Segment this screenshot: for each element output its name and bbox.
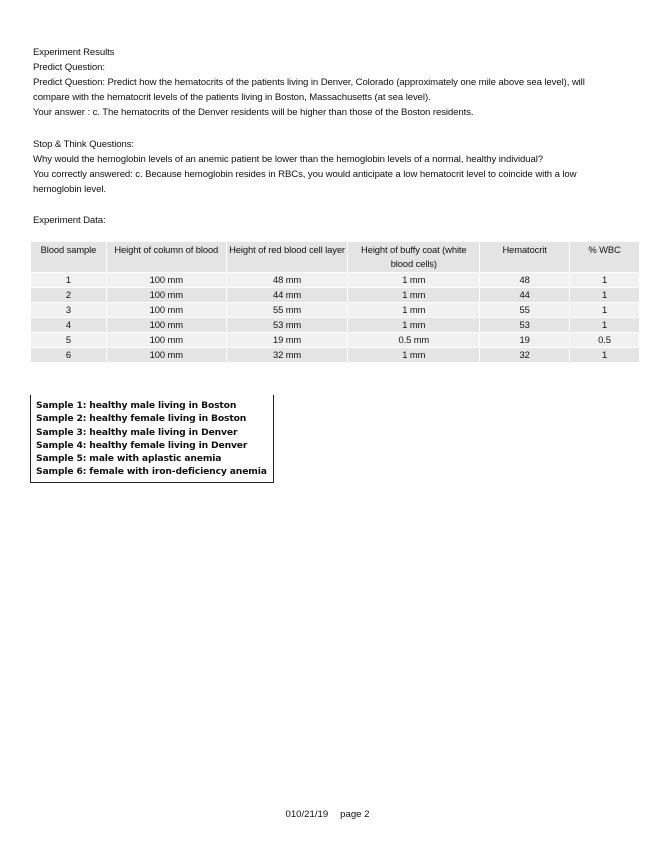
stop-think-heading: Stop & Think Questions:	[33, 139, 134, 150]
table-row	[31, 288, 640, 303]
table-header-cell: Height of column of blood	[106, 242, 226, 273]
table-row	[31, 303, 640, 318]
table-cell: 55	[480, 303, 570, 318]
table-cell: 32	[480, 348, 570, 363]
table-cell: 55 mm	[226, 303, 348, 318]
table-cell: 6	[31, 348, 107, 363]
table-cell: 1	[570, 273, 640, 288]
table-cell: 48 mm	[226, 273, 348, 288]
stop-think-answer: You correctly answered: c. Because hemoglobin resides in RBCs, you would anticipate a low hematocrit level to coincide with a low hemoglobin level.	[33, 169, 577, 195]
predict-label: Predict Question:	[33, 62, 105, 73]
table-cell: 19 mm	[226, 333, 348, 348]
stop-think-question: Why would the hemoglobin levels of an anemic patient be lower than the hemoglobin levels of a normal, healthy individual?	[33, 154, 544, 165]
table-row	[31, 273, 640, 288]
table-cell: 4	[31, 318, 107, 333]
legend-line: Sample 5: male with aplastic anemia	[36, 453, 222, 465]
table-cell: 32 mm	[226, 348, 348, 363]
legend-line: Sample 2: healthy female living in Boston	[36, 413, 247, 425]
table-cell: 1 mm	[348, 288, 480, 303]
predict-question: Predict Question: Predict how the hematocrits of the patients living in Denver, Colorado (approximately one mile above sea level), will compare with the hematocrit levels of the patients living in Boston, Massachusetts (at sea level).	[33, 77, 585, 103]
footer-page-number: page 2	[340, 809, 370, 820]
legend-line: Sample 3: healthy male living in Denver	[36, 426, 238, 438]
table-cell: 1	[31, 273, 107, 288]
table-cell: 44	[480, 288, 570, 303]
table-cell: 1 mm	[348, 303, 480, 318]
legend-line: Sample 1: healthy male living in Boston	[36, 400, 237, 411]
table-cell: 1 mm	[348, 318, 480, 333]
table-cell: 5	[31, 333, 107, 348]
legend-line: Sample 4: healthy female living in Denver	[36, 439, 248, 451]
table-cell: 48	[480, 273, 570, 288]
table-cell: 3	[31, 303, 107, 318]
experiment-data-table	[30, 241, 640, 363]
table-cell: 53 mm	[226, 318, 348, 333]
table-cell: 1 mm	[348, 273, 480, 288]
table-cell: 1 mm	[348, 348, 480, 363]
results-heading: Experiment Results	[33, 47, 115, 58]
table-cell: 100 mm	[106, 348, 226, 363]
experiment-results-section	[33, 45, 623, 120]
experiment-data-section	[33, 213, 623, 228]
table-cell: 2	[31, 288, 107, 303]
sample-legend-box	[30, 395, 274, 483]
table-cell: 44 mm	[226, 288, 348, 303]
table-cell: 1	[570, 348, 640, 363]
table-cell: 1	[570, 288, 640, 303]
table-cell: 1	[570, 303, 640, 318]
table-cell: 100 mm	[106, 273, 226, 288]
table-row	[31, 348, 640, 363]
legend-line: Sample 6: female with iron-deficiency anemia	[36, 466, 267, 478]
table-cell: 53	[480, 318, 570, 333]
table-cell: 100 mm	[106, 318, 226, 333]
table-cell: 0.5 mm	[348, 333, 480, 348]
table-header-cell: Hematocrit	[480, 242, 570, 273]
table-cell: 100 mm	[106, 303, 226, 318]
page-footer	[0, 809, 655, 821]
table-header-cell: Height of red blood cell layer	[226, 242, 348, 273]
footer-date: 010/21/19	[285, 809, 329, 820]
table-cell: 100 mm	[106, 333, 226, 348]
table-cell: 1	[570, 318, 640, 333]
table-cell: 100 mm	[106, 288, 226, 303]
your-answer: Your answer : c. The hematocrits of the Denver residents will be higher than those of the Boston residents.	[33, 107, 474, 118]
table-cell: 19	[480, 333, 570, 348]
table-header-cell: % WBC	[570, 242, 640, 273]
table-row	[31, 333, 640, 348]
table-row	[31, 318, 640, 333]
table-cell: 0.5	[570, 333, 640, 348]
table-header-cell: Height of buffy coat (white blood cells)	[348, 242, 480, 273]
table-header-row	[31, 242, 640, 273]
table-header-cell: Blood sample	[31, 242, 107, 273]
experiment-data-label: Experiment Data:	[33, 215, 106, 226]
stop-think-section	[33, 137, 623, 197]
